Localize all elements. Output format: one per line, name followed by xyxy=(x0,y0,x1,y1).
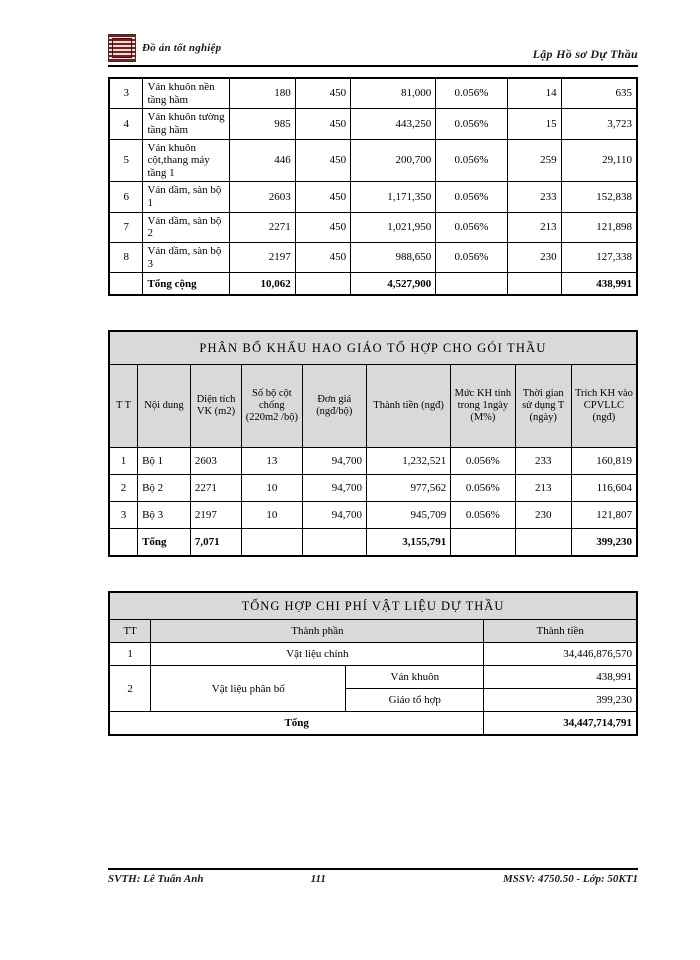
row-rate: 0.056% xyxy=(451,475,515,502)
row-index: 3 xyxy=(109,78,143,109)
table-title: PHÂN BỔ KHẤU HAO GIÁO TỔ HỢP CHO GÓI THẦU xyxy=(109,331,637,365)
row-qty: 180 xyxy=(229,78,295,109)
row-unit-price: 450 xyxy=(295,182,350,212)
row-rate: 0.056% xyxy=(436,182,508,212)
row-index: 6 xyxy=(109,182,143,212)
row-amount: 1,232,521 xyxy=(366,448,450,475)
row-name: Ván dầm, sàn bộ 2 xyxy=(143,212,229,242)
header-tt: T T xyxy=(109,365,138,448)
row-days: 230 xyxy=(507,243,561,273)
footer-page-number: 111 xyxy=(310,873,326,885)
header-left xyxy=(108,34,221,62)
header-amount: Thành tiền xyxy=(484,620,637,643)
total-amount: 4,527,900 xyxy=(351,273,436,296)
total-area: 7,071 xyxy=(190,529,241,557)
row-amount: 200,700 xyxy=(351,139,436,182)
material-cost-summary-table-wrap xyxy=(108,591,638,736)
row-alloc: 127,338 xyxy=(561,243,637,273)
row-amount: 443,250 xyxy=(351,109,436,139)
row-index: 5 xyxy=(109,139,143,182)
row-rate: 0.056% xyxy=(451,502,515,529)
total-rate xyxy=(436,273,508,296)
row-component: Vật liệu chính xyxy=(151,643,484,666)
table-header-row xyxy=(109,365,637,448)
row-days: 233 xyxy=(515,448,571,475)
row-tt: 1 xyxy=(109,643,151,666)
total-days xyxy=(507,273,561,296)
total-label: Tổng cộng xyxy=(143,273,229,296)
row-subcomponent: Giáo tổ hợp xyxy=(346,689,484,712)
row-alloc: 116,604 xyxy=(571,475,637,502)
row-alloc: 121,807 xyxy=(571,502,637,529)
row-index: 8 xyxy=(109,243,143,273)
row-index: 4 xyxy=(109,109,143,139)
footer-student-id: MSSV: 4750.50 - Lớp: 50KT1 xyxy=(503,873,638,885)
row-area: 2603 xyxy=(190,448,241,475)
header-days: Thời gian sử dụng T (ngày) xyxy=(515,365,571,448)
table-total-row xyxy=(109,529,637,557)
total-index xyxy=(109,273,143,296)
table-row xyxy=(109,475,637,502)
table-row xyxy=(109,643,637,666)
row-days: 213 xyxy=(515,475,571,502)
formwork-depreciation-table xyxy=(108,77,638,296)
material-cost-summary-table xyxy=(108,591,638,736)
row-qty: 2603 xyxy=(229,182,295,212)
row-sub-amount: 438,991 xyxy=(484,666,637,689)
total-tt xyxy=(109,529,138,557)
row-component: Vật liệu phân bổ xyxy=(151,666,346,712)
row-rate: 0.056% xyxy=(436,109,508,139)
row-tt: 2 xyxy=(109,666,151,712)
table-row xyxy=(109,182,637,212)
row-name: Bộ 1 xyxy=(138,448,191,475)
row-alloc: 3,723 xyxy=(561,109,637,139)
row-qty: 446 xyxy=(229,139,295,182)
row-unit-price: 450 xyxy=(295,212,350,242)
row-rate: 0.056% xyxy=(436,78,508,109)
row-qty: 2197 xyxy=(229,243,295,273)
page-header xyxy=(108,30,638,67)
row-unit-price: 94,700 xyxy=(302,448,366,475)
school-emblem-icon xyxy=(108,34,136,62)
total-qty: 10,062 xyxy=(229,273,295,296)
total-unit-price xyxy=(302,529,366,557)
row-days: 230 xyxy=(515,502,571,529)
header-title: Đồ án tốt nghiệp xyxy=(142,42,222,54)
row-name: Ván khuôn cột,thang máy tầng 1 xyxy=(143,139,229,182)
row-unit-price: 450 xyxy=(295,243,350,273)
row-amount: 34,446,876,570 xyxy=(484,643,637,666)
row-sets: 13 xyxy=(242,448,302,475)
header-component: Thành phần xyxy=(151,620,484,643)
formwork-depreciation-table-wrap xyxy=(108,77,638,296)
row-tt: 2 xyxy=(109,475,138,502)
total-label: Tổng xyxy=(138,529,191,557)
row-tt: 1 xyxy=(109,448,138,475)
scaffold-depreciation-table-wrap xyxy=(108,330,638,557)
row-amount: 977,562 xyxy=(366,475,450,502)
row-amount: 1,021,950 xyxy=(351,212,436,242)
table-header-row xyxy=(109,620,637,643)
total-alloc: 399,230 xyxy=(571,529,637,557)
table-title-row xyxy=(109,592,637,620)
row-sets: 10 xyxy=(242,475,302,502)
row-name: Ván khuôn tường tầng hầm xyxy=(143,109,229,139)
row-days: 259 xyxy=(507,139,561,182)
table-total-row xyxy=(109,712,637,736)
header-tt: TT xyxy=(109,620,151,643)
header-rate: Mức KH tính trong 1ngày (M%) xyxy=(451,365,515,448)
table-row xyxy=(109,212,637,242)
row-name: Ván khuôn nền tầng hầm xyxy=(143,78,229,109)
row-tt: 3 xyxy=(109,502,138,529)
table-row xyxy=(109,243,637,273)
row-days: 14 xyxy=(507,78,561,109)
row-alloc: 121,898 xyxy=(561,212,637,242)
page-footer xyxy=(108,868,638,885)
row-amount: 1,171,350 xyxy=(351,182,436,212)
footer-author: SVTH: Lê Tuấn Anh xyxy=(108,873,204,885)
table-total-row xyxy=(109,273,637,296)
row-days: 15 xyxy=(507,109,561,139)
scaffold-depreciation-table xyxy=(108,330,638,557)
row-qty: 985 xyxy=(229,109,295,139)
row-rate: 0.056% xyxy=(436,212,508,242)
table-row xyxy=(109,666,637,689)
row-rate: 0.056% xyxy=(451,448,515,475)
row-alloc: 635 xyxy=(561,78,637,109)
row-amount: 81,000 xyxy=(351,78,436,109)
row-sets: 10 xyxy=(242,502,302,529)
row-name: Bộ 2 xyxy=(138,475,191,502)
row-name: Ván dầm, sàn bộ 3 xyxy=(143,243,229,273)
total-unit-price xyxy=(295,273,350,296)
row-area: 2271 xyxy=(190,475,241,502)
row-unit-price: 94,700 xyxy=(302,502,366,529)
row-sub-amount: 399,230 xyxy=(484,689,637,712)
row-subcomponent: Ván khuôn xyxy=(346,666,484,689)
row-qty: 2271 xyxy=(229,212,295,242)
header-area: Diện tích VK (m2) xyxy=(190,365,241,448)
header-sets: Số bộ cột chống (220m2 /bộ) xyxy=(242,365,302,448)
header-content: Nội dung xyxy=(138,365,191,448)
total-days xyxy=(515,529,571,557)
header-amount: Thành tiền (ngđ) xyxy=(366,365,450,448)
total-alloc: 438,991 xyxy=(561,273,637,296)
row-days: 233 xyxy=(507,182,561,212)
table-row xyxy=(109,139,637,182)
row-rate: 0.056% xyxy=(436,243,508,273)
row-unit-price: 450 xyxy=(295,109,350,139)
row-amount: 988,650 xyxy=(351,243,436,273)
row-unit-price: 94,700 xyxy=(302,475,366,502)
page-content xyxy=(108,30,638,736)
row-name: Ván dầm, sàn bộ 1 xyxy=(143,182,229,212)
table-row xyxy=(109,109,637,139)
header-unit-price: Đơn giá (ngđ/bộ) xyxy=(302,365,366,448)
row-area: 2197 xyxy=(190,502,241,529)
row-unit-price: 450 xyxy=(295,78,350,109)
table-title: TỔNG HỢP CHI PHÍ VẬT LIỆU DỰ THẦU xyxy=(109,592,637,620)
total-label: Tổng xyxy=(109,712,484,736)
header-alloc: Trích KH vào CPVLLC (ngđ) xyxy=(571,365,637,448)
row-index: 7 xyxy=(109,212,143,242)
row-days: 213 xyxy=(507,212,561,242)
row-alloc: 29,110 xyxy=(561,139,637,182)
row-alloc: 160,819 xyxy=(571,448,637,475)
header-right-title: Lập Hồ sơ Dự Thầu xyxy=(532,47,638,61)
row-amount: 945,709 xyxy=(366,502,450,529)
table-row xyxy=(109,502,637,529)
row-name: Bộ 3 xyxy=(138,502,191,529)
total-amount: 34,447,714,791 xyxy=(484,712,637,736)
row-unit-price: 450 xyxy=(295,139,350,182)
table-row xyxy=(109,78,637,109)
row-rate: 0.056% xyxy=(436,139,508,182)
total-sets xyxy=(242,529,302,557)
total-rate xyxy=(451,529,515,557)
total-amount: 3,155,791 xyxy=(366,529,450,557)
row-alloc: 152,838 xyxy=(561,182,637,212)
table-title-row xyxy=(109,331,637,365)
table-row xyxy=(109,448,637,475)
